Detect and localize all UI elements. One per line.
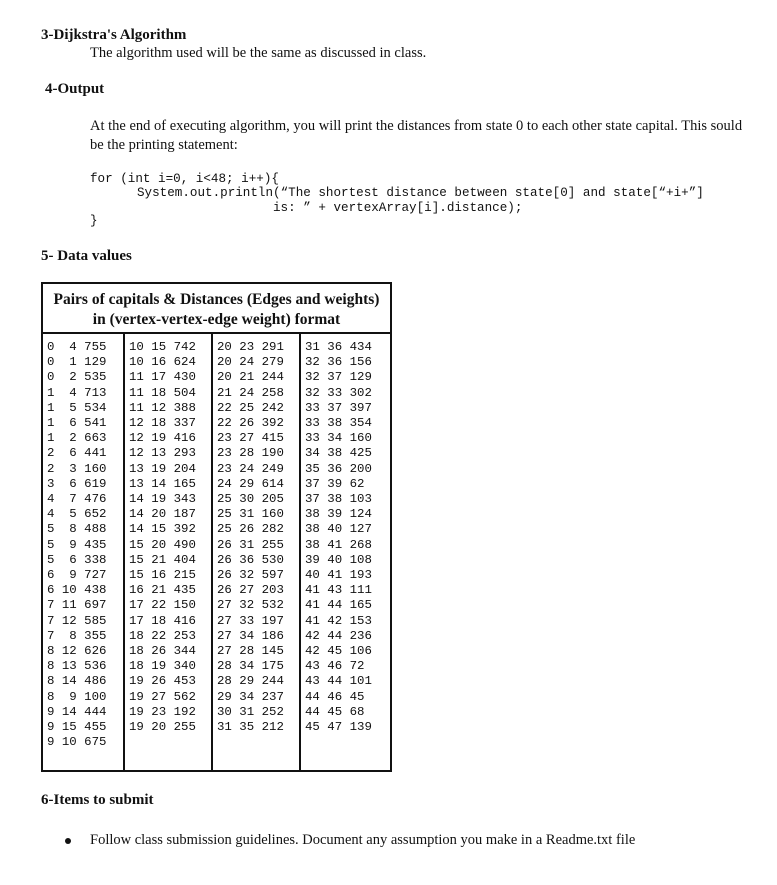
table-cell: 5 9 435 [47, 537, 107, 552]
table-cell: 39 40 108 [305, 552, 372, 567]
table-cell: 37 39 62 [305, 476, 365, 491]
table-cell: 42 45 106 [305, 644, 372, 659]
table-cell: 9 10 675 [47, 735, 107, 750]
table-cell: 35 36 200 [305, 461, 372, 476]
table-cell: 40 41 193 [305, 568, 372, 583]
table-cell: 26 27 203 [217, 583, 284, 598]
table-cell: 32 37 129 [305, 370, 372, 385]
table-cell: 23 28 190 [217, 446, 284, 461]
output-heading: 4-Output [45, 81, 105, 97]
table-cell: 19 23 192 [129, 704, 196, 719]
table-cell: 41 44 165 [305, 598, 372, 613]
code-line-3: is: ” + vertexArray[i].distance); [273, 201, 523, 215]
table-cell: 14 19 343 [129, 492, 196, 507]
table-cell: 43 44 101 [305, 674, 372, 689]
table-cell: 1 6 541 [47, 416, 107, 431]
table-cell: 38 39 124 [305, 507, 372, 522]
table-cell: 8 14 486 [47, 674, 107, 689]
table-cell: 12 19 416 [129, 431, 196, 446]
table-caption-line-2: in (vertex-vertex-edge weight) format [92, 311, 341, 328]
table-cell: 31 36 434 [305, 340, 372, 354]
table-cell: 1 4 713 [47, 385, 107, 400]
table-cell: 5 8 488 [47, 522, 107, 537]
table-cell: 24 29 614 [217, 476, 284, 491]
table-cell: 20 21 244 [217, 370, 284, 385]
table-cell: 19 20 255 [129, 720, 196, 735]
table-cell: 4 7 476 [47, 492, 107, 507]
table-cell: 44 46 45 [305, 689, 365, 704]
data-heading: 5- Data values [41, 248, 132, 264]
table-cell: 11 18 504 [129, 385, 196, 400]
table-cell: 7 12 585 [47, 613, 107, 628]
table-cell: 18 19 340 [129, 659, 196, 674]
table-cell: 6 10 438 [47, 583, 107, 598]
table-cell: 34 38 425 [305, 446, 372, 461]
table-cell: 22 26 392 [217, 416, 284, 431]
submit-bullet-text: Follow class submission guidelines. Document any assumption you make in a Readme.txt file [90, 832, 636, 848]
table-caption-line-1: Pairs of capitals & Distances (Edges and weights) [53, 291, 380, 308]
table-cell: 8 13 536 [47, 659, 107, 674]
output-text: At the end of executing algorithm, you will print the distances from state 0 to each other state capital. This sould be the printing statement: [90, 118, 743, 153]
table-cell: 13 14 165 [129, 476, 196, 491]
table-cell: 18 26 344 [129, 644, 196, 659]
table-cell: 14 20 187 [129, 507, 196, 522]
table-column-1 [43, 334, 125, 770]
table-cell: 13 19 204 [129, 461, 196, 476]
table-cell: 23 24 249 [217, 461, 284, 476]
table-cell: 18 22 253 [129, 628, 196, 643]
table-cell: 31 35 212 [217, 720, 284, 735]
table-cell: 20 24 279 [217, 355, 284, 370]
dijkstra-text: The algorithm used will be the same as discussed in class. [90, 45, 427, 61]
table-cell: 33 34 160 [305, 431, 372, 446]
table-cell: 15 16 215 [129, 568, 196, 583]
code-line-4: } [90, 214, 98, 228]
table-cell: 25 30 205 [217, 492, 284, 507]
table-column-4 [301, 334, 390, 770]
table-cell: 28 34 175 [217, 659, 284, 674]
table-cell: 11 17 430 [129, 370, 196, 385]
submit-heading: 6-Items to submit [41, 792, 154, 808]
table-cell: 38 41 268 [305, 537, 372, 552]
table-column-2 [125, 334, 213, 770]
table-cell: 8 9 100 [47, 689, 107, 704]
table-cell: 9 15 455 [47, 720, 107, 735]
table-cell: 26 36 530 [217, 552, 284, 567]
table-cell: 29 34 237 [217, 689, 284, 704]
table-cell: 15 21 404 [129, 552, 196, 567]
edge-table [41, 282, 392, 772]
table-cell: 1 5 534 [47, 400, 107, 415]
table-cell: 32 36 156 [305, 355, 372, 370]
table-cell: 19 26 453 [129, 674, 196, 689]
table-cell: 26 31 255 [217, 537, 284, 552]
table-cell: 30 31 252 [217, 704, 284, 719]
table-cell: 0 2 535 [47, 370, 107, 385]
table-cell: 25 31 160 [217, 507, 284, 522]
table-cell: 10 16 624 [129, 355, 196, 370]
code-line-2: System.out.println(“The shortest distance between state[0] and state[“+i+”] [137, 186, 704, 200]
table-cell: 27 33 197 [217, 613, 284, 628]
table-cell: 0 4 755 [47, 340, 107, 354]
table-cell: 26 32 597 [217, 568, 284, 583]
table-cell: 1 2 663 [47, 431, 107, 446]
table-cell: 27 28 145 [217, 644, 284, 659]
bullet-icon [65, 838, 71, 844]
table-cell: 8 12 626 [47, 644, 107, 659]
table-cell: 38 40 127 [305, 522, 372, 537]
table-cell: 19 27 562 [129, 689, 196, 704]
table-cell: 2 3 160 [47, 461, 107, 476]
table-cell: 25 26 282 [217, 522, 284, 537]
table-caption [43, 284, 390, 334]
table-cell: 10 15 742 [129, 340, 196, 354]
table-cell: 0 1 129 [47, 355, 107, 370]
dijkstra-heading: 3-Dijkstra's Algorithm [41, 27, 187, 43]
table-cell: 42 44 236 [305, 628, 372, 643]
table-cell: 37 38 103 [305, 492, 372, 507]
table-cell: 17 18 416 [129, 613, 196, 628]
table-cell: 16 21 435 [129, 583, 196, 598]
code-line-1: for (int i=0, i<48; i++){ [90, 172, 279, 186]
table-cell: 21 24 258 [217, 385, 284, 400]
table-cell: 20 23 291 [217, 340, 284, 354]
table-cell: 33 37 397 [305, 400, 372, 415]
table-cell: 2 6 441 [47, 446, 107, 461]
table-cell: 22 25 242 [217, 400, 284, 415]
table-cell: 41 43 111 [305, 583, 372, 598]
table-cell: 15 20 490 [129, 537, 196, 552]
table-cell: 27 32 532 [217, 598, 284, 613]
table-cell: 5 6 338 [47, 552, 107, 567]
table-cell: 9 14 444 [47, 704, 107, 719]
table-cell: 6 9 727 [47, 568, 107, 583]
table-cell: 12 13 293 [129, 446, 196, 461]
table-cell: 11 12 388 [129, 400, 196, 415]
table-cell: 4 5 652 [47, 507, 107, 522]
table-cell: 43 46 72 [305, 659, 365, 674]
table-cell: 44 45 68 [305, 704, 365, 719]
table-cell: 33 38 354 [305, 416, 372, 431]
table-cell: 7 11 697 [47, 598, 107, 613]
table-cell: 23 27 415 [217, 431, 284, 446]
table-cell: 3 6 619 [47, 476, 107, 491]
table-cell: 32 33 302 [305, 385, 372, 400]
table-column-3 [213, 334, 301, 770]
table-cell: 28 29 244 [217, 674, 284, 689]
table-cell: 12 18 337 [129, 416, 196, 431]
table-cell: 14 15 392 [129, 522, 196, 537]
table-cell: 7 8 355 [47, 628, 107, 643]
table-cell: 27 34 186 [217, 628, 284, 643]
table-cell: 41 42 153 [305, 613, 372, 628]
table-cell: 17 22 150 [129, 598, 196, 613]
table-cell: 45 47 139 [305, 720, 372, 735]
